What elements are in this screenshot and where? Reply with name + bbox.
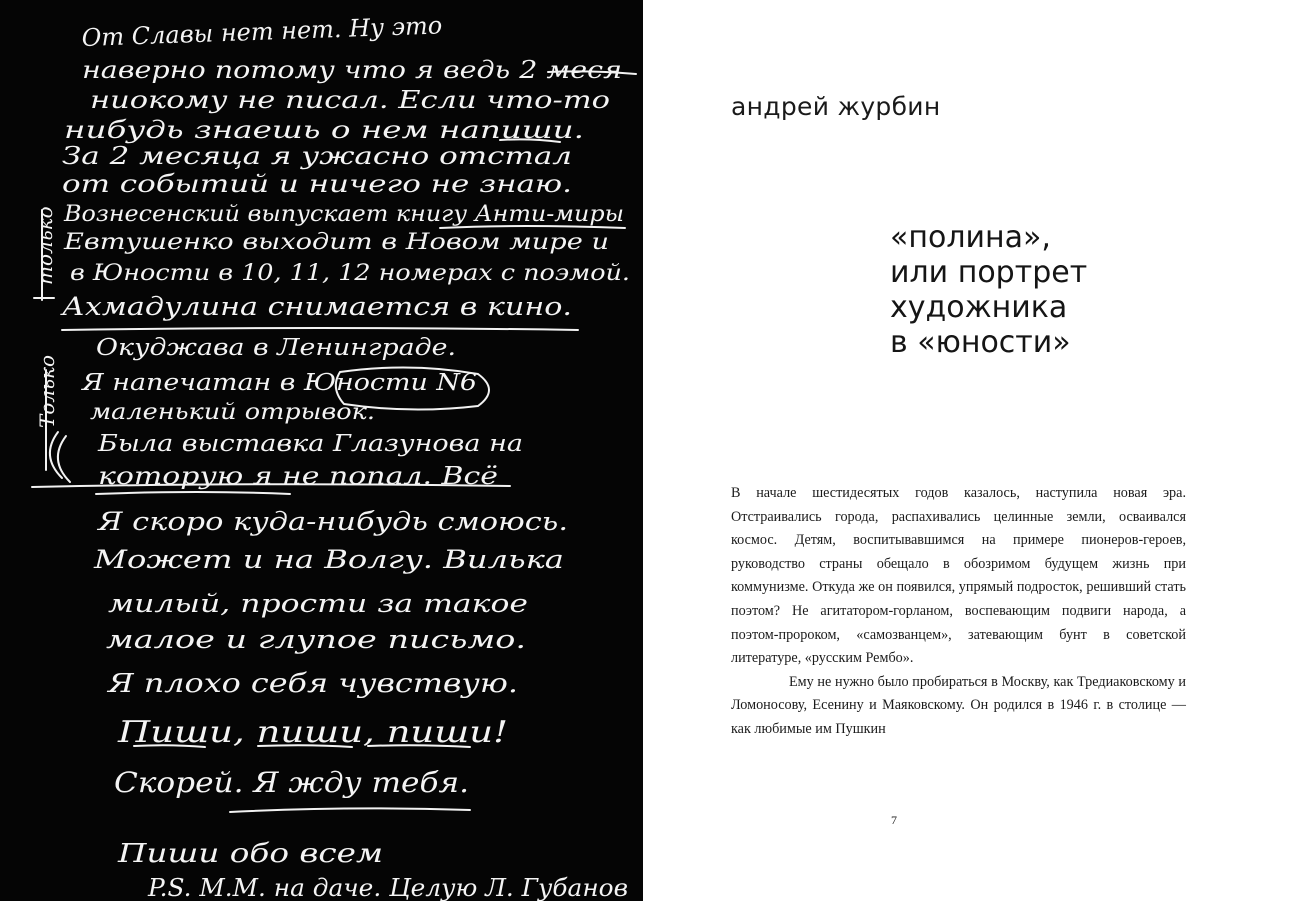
- letter-line: Пиши, пиши, пиши!: [116, 715, 509, 750]
- letter-line: Пиши обо всем: [116, 839, 384, 869]
- underline-mark: [62, 328, 578, 330]
- paragraph: В начале шестидесятых годов казалось, наступила новая эра. Отстраивались города, распахивались целинные земли, осваивался космос. Детям, воспитывавшимся на примере пионеров-героев, руководство страны обещало в обозримом будущем жизнь при коммунизме. Откуда же он появился, упрямый подросток, решивший стать поэтом? Не агитатором-горланом, воспевающим подвиги народа, а поэтом-пророком, «самозванцем», затевающим бунт в советской литературе, «русским Рембо».: [731, 485, 1186, 667]
- letter-line: которую я не попал. Всё: [98, 462, 498, 490]
- underline-mark: [440, 226, 625, 228]
- letter-line: ниокому не писал. Если что-то: [90, 86, 610, 114]
- underline-mark: [230, 808, 470, 812]
- handwritten-letter: [0, 0, 643, 901]
- letter-line: Я напечатан в Юности N6: [80, 370, 477, 396]
- right-page: [643, 0, 1291, 901]
- letter-line: в Юности в 10, 11, 12 номерах с поэмой.: [70, 261, 630, 286]
- letter-line: Скорей. Я жду тебя.: [114, 766, 469, 799]
- letter-line: Я скоро куда-нибудь смоюсь.: [96, 507, 569, 536]
- letter-line: От Славы нет нет. Ну это: [81, 11, 443, 52]
- chapter-title-line: или портрет: [890, 255, 1088, 290]
- letter-line: нибудь знаешь о нем напиши.: [64, 116, 584, 144]
- chapter-title: [890, 220, 1087, 360]
- margin-word: только: [33, 206, 57, 285]
- paragraph: Ему не нужно было пробираться в Москву, как Тредиаковскому и Ломоносову, Есенину и Маяковскому. Он родился в 1946 г. в столице — как любимые им Пушкин: [731, 673, 1186, 737]
- letter-line: Я плохо себя чувствую.: [106, 669, 519, 699]
- letter-line: За 2 месяца я ужасно отстал: [62, 142, 572, 170]
- letter-line: P.S. М.М. на даче. Целую Л. Губанов: [146, 874, 629, 901]
- chapter-title-line: в «юности»: [890, 325, 1071, 360]
- page-number: 7: [891, 813, 897, 827]
- letter-line: Евтушенко выходит в Новом мире и: [62, 230, 609, 255]
- chapter-title-line: «полина»,: [890, 220, 1051, 255]
- letter-line: Ахмадулина снимается в кино.: [59, 292, 573, 321]
- body-text: [731, 482, 1186, 742]
- letter-line: от событий и ничего не знаю.: [62, 170, 572, 198]
- chapter-title-line: художника: [890, 290, 1068, 325]
- letter-line: Была выставка Глазунова на: [96, 431, 524, 457]
- author-name: андрей журбин: [731, 92, 941, 121]
- letter-line: Вознесенский выпускает книгу Анти-миры: [62, 202, 625, 227]
- margin-word: Только: [35, 355, 59, 428]
- letter-line: малое и глупое письмо.: [106, 625, 526, 654]
- bracket-mark: [50, 432, 62, 478]
- letter-line: милый, прости за такое: [108, 589, 528, 618]
- underline-mark: [96, 492, 290, 494]
- letter-line: Может и на Волгу. Вилька: [92, 545, 565, 574]
- letter-line: Окуджава в Ленинграде.: [96, 335, 456, 361]
- letter-line: маленький отрывок.: [90, 400, 375, 425]
- left-page-manuscript-photo: [0, 0, 643, 901]
- letter-line: наверно потому что я ведь 2 меся: [82, 56, 622, 84]
